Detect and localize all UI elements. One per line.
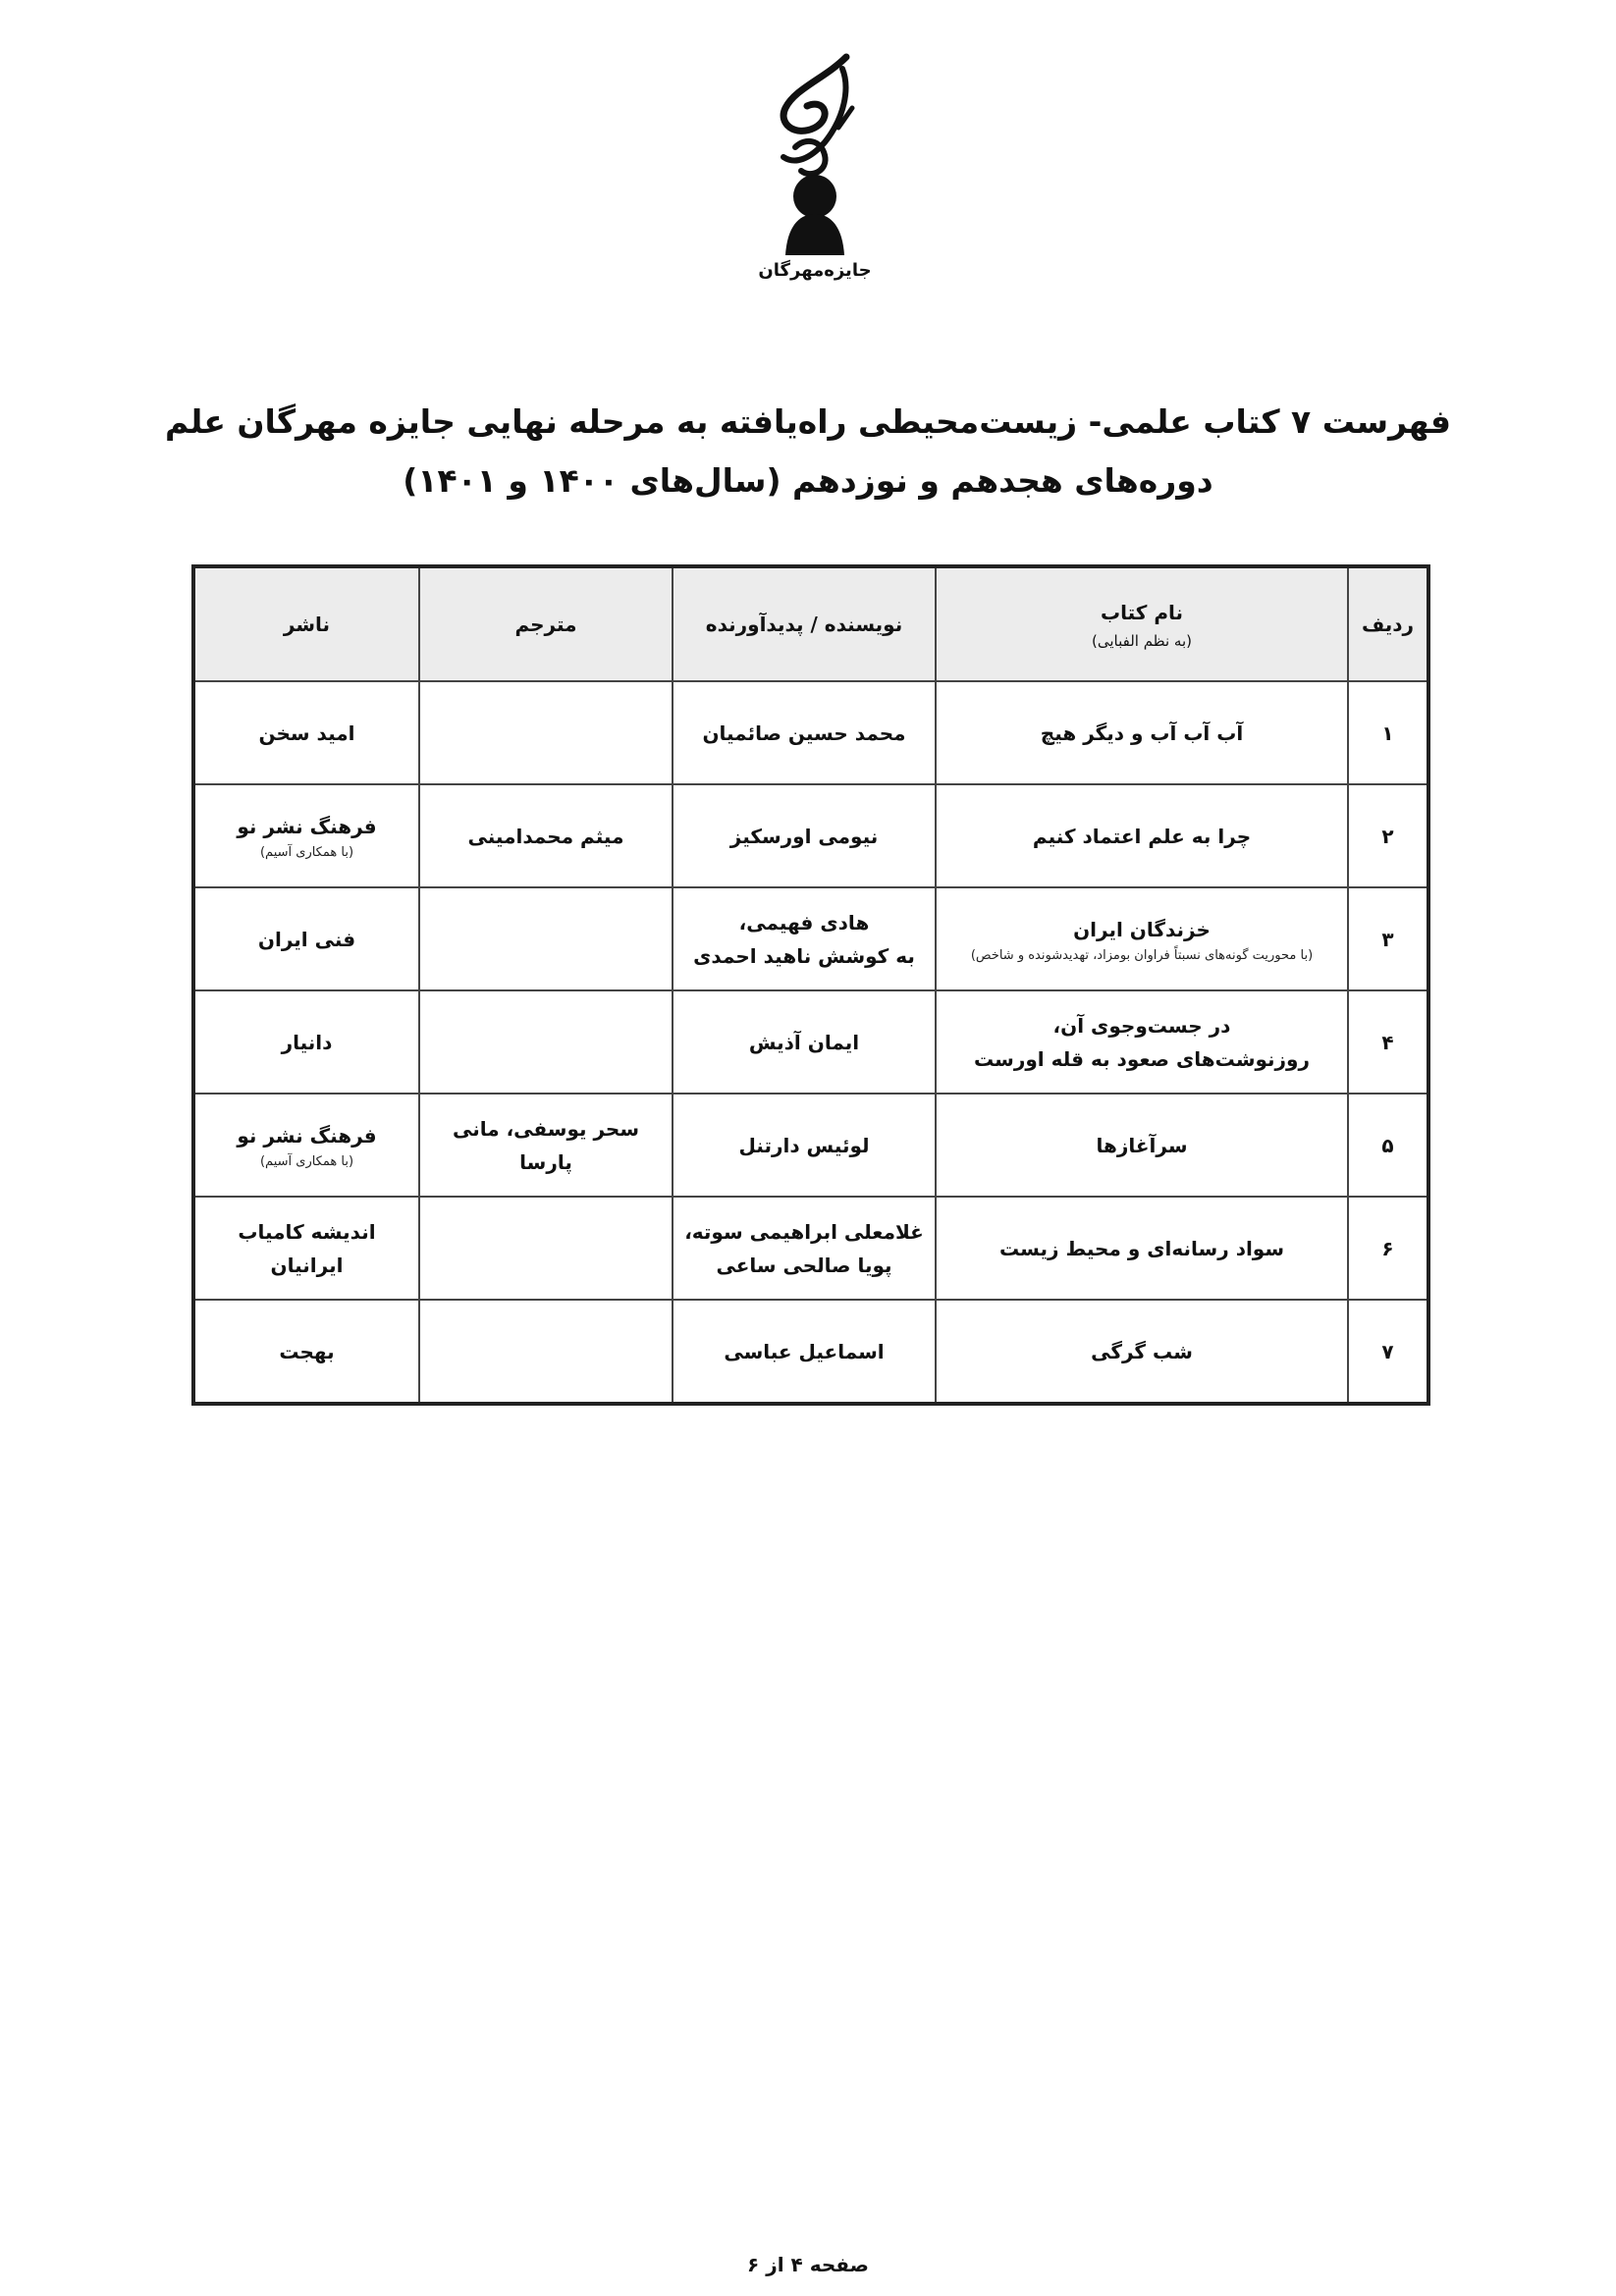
cell-translator (419, 681, 673, 784)
cell-translator (419, 990, 673, 1094)
cell-translator (419, 887, 673, 990)
header-book-title: نام کتاب (به نظم الفبایی) (936, 566, 1348, 681)
cell-row-number: ۶ (1348, 1197, 1428, 1300)
cell-book-title: سواد رسانه‌ای و محیط زیست (936, 1197, 1348, 1300)
cell-author: غلامعلی ابراهیمی سوته، پویا صالحی ساعی (673, 1197, 936, 1300)
cell-book-title: در جست‌وجوی آن، روزنوشت‌های صعود به قله اورست (936, 990, 1348, 1094)
cell-publisher: دانیار (193, 990, 419, 1094)
table-row (193, 681, 1428, 784)
cell-publisher: فنی ایران (193, 887, 419, 990)
cell-book-title: شب گرگی (936, 1300, 1348, 1404)
cell-row-number: ۷ (1348, 1300, 1428, 1404)
cell-book-title: خزندگان ایران (با محوریت گونه‌های نسبتاً فراوان بومزاد، تهدیدشونده و شاخص) (936, 887, 1348, 990)
mehregan-emblem-icon (756, 49, 874, 255)
title-line-2: دوره‌های هجدهم و نوزدهم (سال‌های ۱۴۰۰ و ۱۴۰۱) (403, 461, 1213, 500)
cell-publisher: فرهنگ نشر نو (با همکاری آسیم) (193, 1094, 419, 1197)
header-row-number: ردیف (1348, 566, 1428, 681)
cell-publisher: اندیشه کامیاب ایرانیان (193, 1197, 419, 1300)
cell-author: ایمان آذیش (673, 990, 936, 1094)
cell-row-number: ۵ (1348, 1094, 1428, 1197)
cell-translator: میثم محمدامینی (419, 784, 673, 887)
cell-author: محمد حسین صائمیان (673, 681, 936, 784)
table-row (193, 990, 1428, 1094)
cell-author: نیومی اورسکیز (673, 784, 936, 887)
cell-publisher: فرهنگ نشر نو (با همکاری آسیم) (193, 784, 419, 887)
cell-book-title: چرا به علم اعتماد کنیم (936, 784, 1348, 887)
header-translator: مترجم (419, 566, 673, 681)
cell-row-number: ۴ (1348, 990, 1428, 1094)
table-row (193, 887, 1428, 990)
table-row (193, 1197, 1428, 1300)
cell-book-title: سرآغازها (936, 1094, 1348, 1197)
table-row (193, 1094, 1428, 1197)
cell-publisher: بهجت (193, 1300, 419, 1404)
cell-translator (419, 1300, 673, 1404)
cell-row-number: ۳ (1348, 887, 1428, 990)
cell-publisher: امید سخن (193, 681, 419, 784)
cell-row-number: ۲ (1348, 784, 1428, 887)
table-header-row (193, 566, 1428, 681)
page-title (147, 393, 1469, 510)
title-line-1: فهرست ۷ کتاب علمی- زیست‌محیطی راه‌یافته به مرحله نهایی جایزه مهرگان علم (165, 402, 1451, 441)
header-publisher: ناشر (193, 566, 419, 681)
header-author: نویسنده / پدیدآورنده (673, 566, 936, 681)
cell-translator: سحر یوسفی، مانی پارسا (419, 1094, 673, 1197)
books-table (191, 564, 1430, 1406)
cell-author: لوئیس دارتنل (673, 1094, 936, 1197)
logo-caption: جایزه‌مهرگان (758, 260, 872, 281)
page-number: صفحه ۴ از ۶ (747, 2253, 869, 2276)
cell-translator (419, 1197, 673, 1300)
cell-author: اسماعیل عباسی (673, 1300, 936, 1404)
cell-book-title: آب آب آب و دیگر هیچ (936, 681, 1348, 784)
table-row (193, 784, 1428, 887)
table-row (193, 1300, 1428, 1404)
mehregan-logo (756, 49, 874, 294)
cell-author: هادی فهیمی، به کوشش ناهید احمدی (673, 887, 936, 990)
cell-row-number: ۱ (1348, 681, 1428, 784)
